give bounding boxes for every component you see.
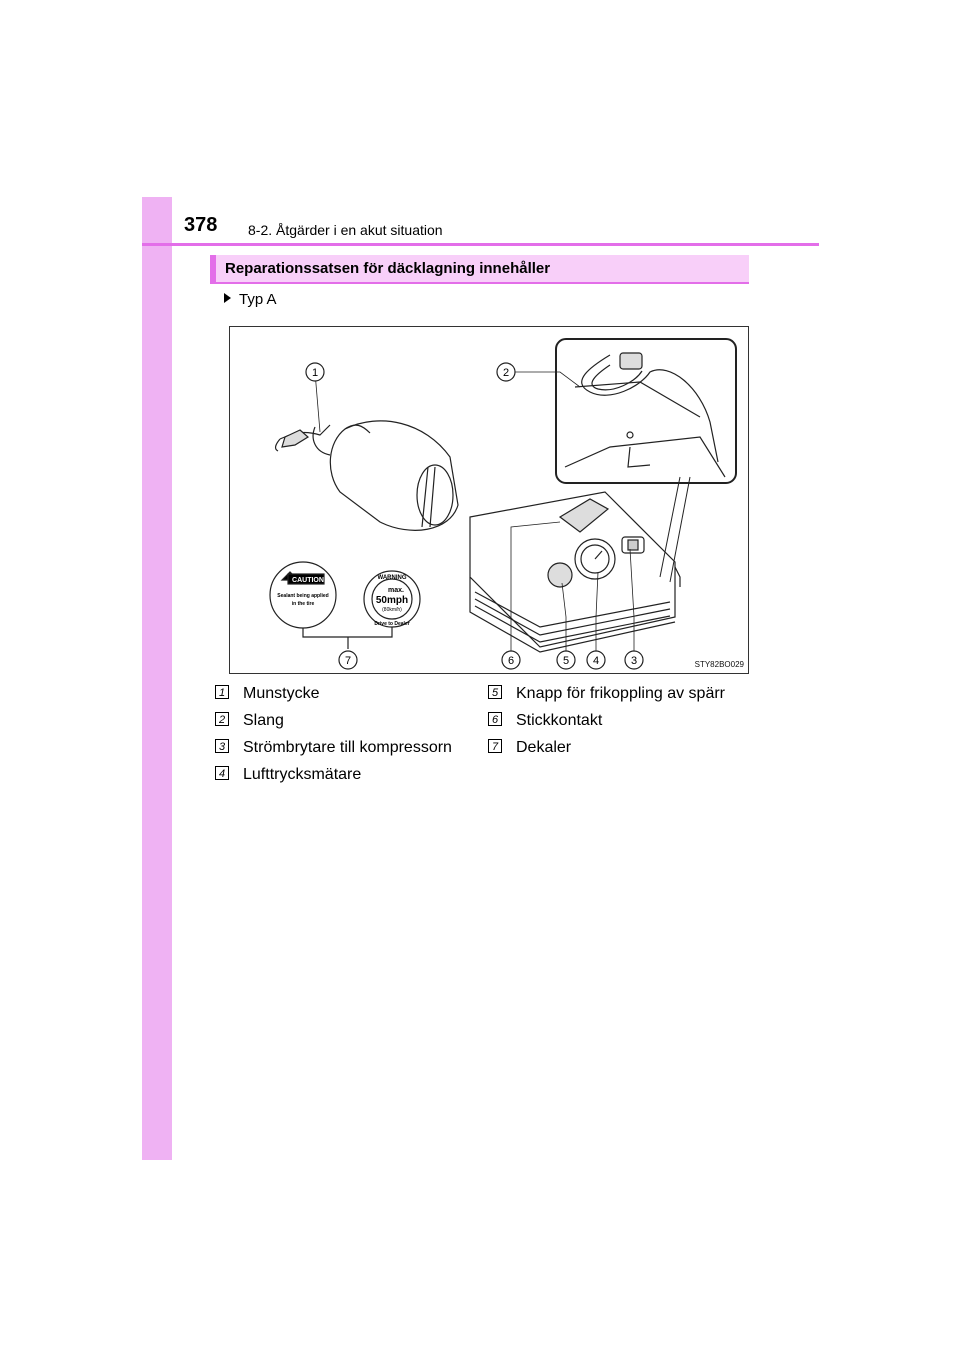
callout-7: [339, 651, 357, 669]
compressor: [470, 477, 690, 652]
type-label: [224, 291, 277, 308]
decals: [270, 562, 420, 649]
section-title: Reparationssatsen för däcklagning innehåller: [225, 260, 551, 277]
section-banner: [210, 255, 749, 284]
type-label-text: Typ A: [239, 291, 277, 308]
warning-max: max.: [388, 587, 404, 594]
callout-3: [625, 651, 643, 669]
callout-1: [306, 363, 324, 381]
callout-5: [557, 651, 575, 669]
warning-kmh: (80km/h): [382, 607, 402, 613]
callout-6: [502, 651, 520, 669]
sealant-bottle: [276, 421, 458, 530]
kit-illustration: [229, 326, 749, 674]
triangle-bullet-icon: [224, 293, 231, 303]
svg-text:1: 1: [311, 367, 319, 379]
figure-code: STY82BO029: [694, 660, 744, 669]
warning-heading: WARNING: [377, 575, 407, 581]
side-tab-band: [142, 197, 172, 1160]
svg-text:7: 7: [344, 655, 352, 667]
caution-heading: CAUTION: [292, 577, 324, 584]
section-path: 8-2. Åtgärder i en akut situation: [248, 222, 443, 238]
svg-text:4: 4: [592, 655, 600, 667]
caution-line2: in the tire: [291, 601, 315, 607]
caution-line1: Sealant being applied: [277, 593, 329, 599]
callout-2: [497, 363, 515, 381]
svg-text:3: 3: [630, 655, 638, 667]
kit-drawing: [230, 327, 748, 673]
warning-drive: Drive to Dealer: [374, 621, 410, 627]
header-rule: [142, 243, 819, 246]
page-number: 378: [184, 214, 218, 236]
svg-text:6: 6: [507, 655, 515, 667]
warning-speed: 50mph: [375, 595, 409, 606]
svg-text:2: 2: [502, 367, 510, 379]
callout-4: [587, 651, 605, 669]
svg-text:5: 5: [562, 655, 570, 667]
hose-inset: [556, 339, 736, 483]
